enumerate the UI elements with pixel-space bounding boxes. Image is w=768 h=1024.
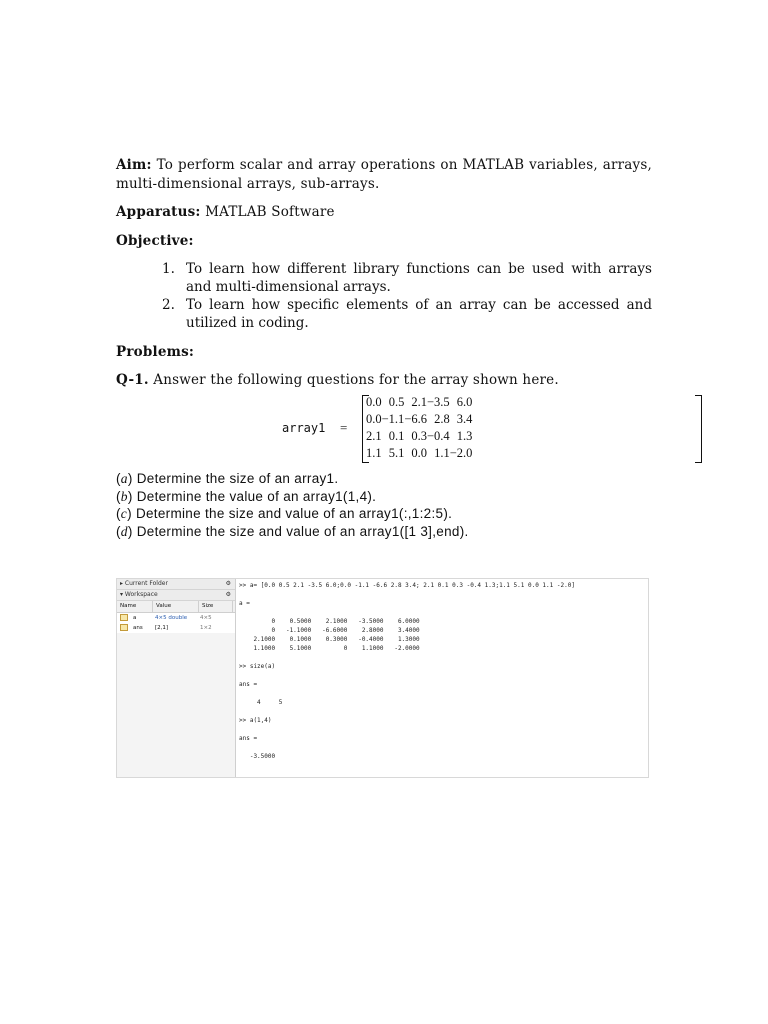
objective-item	[162, 260, 652, 296]
matrix-cell: 1.3	[456, 429, 473, 443]
part-letter: d	[120, 523, 128, 539]
matrix-cell: −6.6	[404, 412, 427, 426]
matrix-table	[366, 394, 472, 462]
matrix-cell: 2.1	[366, 429, 382, 443]
aim-text: To perform scalar and array operations on MATLAB variables, arrays, multi-dimensional arrays, sub-arrays.	[116, 157, 652, 192]
part-a: (a) Determine the size of an array1.	[116, 471, 339, 486]
aim-paragraph	[116, 156, 652, 194]
workspace-header[interactable]: ▾ Workspace ⚙	[117, 590, 235, 601]
part-letter: c	[120, 506, 128, 521]
apparatus-text: MATLAB Software	[200, 204, 335, 220]
right-bracket	[695, 395, 702, 463]
gear-icon[interactable]: ⚙	[225, 580, 231, 587]
var-name-text: a	[133, 615, 137, 621]
column-value[interactable]: Value	[153, 601, 199, 612]
item-number: 1.	[162, 261, 175, 277]
workspace-row[interactable]	[117, 613, 235, 623]
matrix-cell: 5.1	[388, 446, 405, 460]
workspace-row[interactable]	[117, 623, 235, 633]
matrix-equals: =	[340, 420, 348, 435]
part-letter: a	[120, 471, 128, 486]
command-output: >> a= [0.0 0.5 2.1 -3.5 6.0;0.0 -1.1 -6.6 2.8 3.4; 2.1 0.1 0.3 -0.4 1.3;1.1 5.1 0.0 1.1 -2.0] a = 0 0.5000 2.1000 -3.5000 6.0000 0 -1.1000 -6.6000 2.8000 3.4000 2.1000 0.1000 0.3000 -0.4000 1.3000 1.1000 5.1000 0 1.1000 -2.0000 >> size(a) ans = 4 5 >> a(1,4) ans = -3.5000	[239, 582, 575, 760]
variable-icon	[120, 624, 128, 631]
matlab-left-pane	[117, 579, 236, 777]
item-text: To learn how different library functions can be used with arrays and multi-dimensional arrays.	[186, 261, 652, 295]
item-text: To learn how specific elements of an array can be accessed and utilized in coding.	[186, 297, 652, 331]
matrix-row	[366, 445, 472, 462]
problems-heading: Problems:	[116, 344, 195, 360]
variable-icon	[120, 614, 128, 621]
matrix-cell: 6.0	[456, 395, 473, 409]
item-number: 2.	[162, 297, 175, 313]
matrix-name: array1	[282, 421, 326, 435]
matrix-cell: 1.1	[366, 446, 382, 460]
column-size[interactable]: Size	[199, 601, 233, 612]
matrix-cell: 0.1	[388, 429, 405, 443]
matrix-cell: −3.5	[427, 395, 450, 409]
var-name	[117, 613, 152, 623]
matrix-cell: 0.0	[366, 412, 382, 426]
matrix-cell: −0.4	[427, 429, 450, 443]
matrix-cell: 2.8	[434, 412, 450, 426]
question-text: Answer the following questions for the array shown here.	[148, 372, 559, 388]
matrix-cell: 0.0	[366, 395, 382, 409]
matrix-cell: −1.1	[381, 412, 405, 426]
part-text: Determine the size and value of an array1([1 3],end).	[136, 523, 469, 539]
part-c: (c) Determine the size and value of an array1(:,1:2:5).	[116, 506, 453, 521]
part-letter: b	[120, 488, 128, 504]
var-value: [2,1]	[155, 625, 169, 631]
matrix-cell: 3.4	[456, 412, 473, 426]
part-text: Determine the size and value of an array1(:,1:2:5).	[135, 506, 453, 521]
objective-list	[162, 260, 652, 332]
part-text: Determine the value of an array1(1,4).	[136, 488, 377, 504]
question-label: Q-1.	[116, 372, 149, 388]
var-name	[117, 623, 152, 633]
part-d: (d) Determine the size and value of an array1([1 3],end).	[116, 523, 469, 539]
part-text: Determine the size of an array1.	[136, 471, 339, 486]
current-folder-label: Current Folder	[124, 580, 168, 587]
var-value: 4×5 double	[155, 615, 188, 621]
aim-label: Aim:	[116, 157, 152, 173]
objective-item	[162, 296, 652, 332]
matlab-screenshot	[116, 578, 649, 778]
apparatus-line	[116, 203, 335, 222]
column-name[interactable]: Name	[117, 601, 153, 612]
apparatus-label: Apparatus:	[116, 204, 201, 220]
matrix-cell: 0.5	[388, 395, 405, 409]
matrix-cell: 2.1	[411, 395, 427, 409]
var-size: 4×5	[200, 615, 212, 621]
matrix-cell: 0.3	[411, 429, 427, 443]
matrix-row	[366, 428, 472, 445]
workspace-label: Workspace	[124, 591, 158, 598]
var-name-text: ans	[133, 625, 143, 631]
matrix-row	[366, 394, 472, 411]
part-b: (b) Determine the value of an array1(1,4).	[116, 488, 377, 504]
question-parts	[116, 470, 469, 540]
matrix-cell: 0.0	[411, 446, 427, 460]
var-size: 1×2	[200, 625, 212, 631]
question-1	[116, 371, 559, 390]
current-folder-header[interactable]: ▸ Current Folder ⚙	[117, 579, 235, 590]
workspace-columns	[117, 601, 235, 613]
matrix-cell: 1.1	[434, 446, 450, 460]
matrix-row	[366, 411, 472, 428]
command-window[interactable]	[237, 579, 647, 777]
gear-icon[interactable]: ⚙	[225, 591, 231, 598]
matrix-cell: −2.0	[449, 446, 473, 460]
objective-heading: Objective:	[116, 233, 194, 249]
